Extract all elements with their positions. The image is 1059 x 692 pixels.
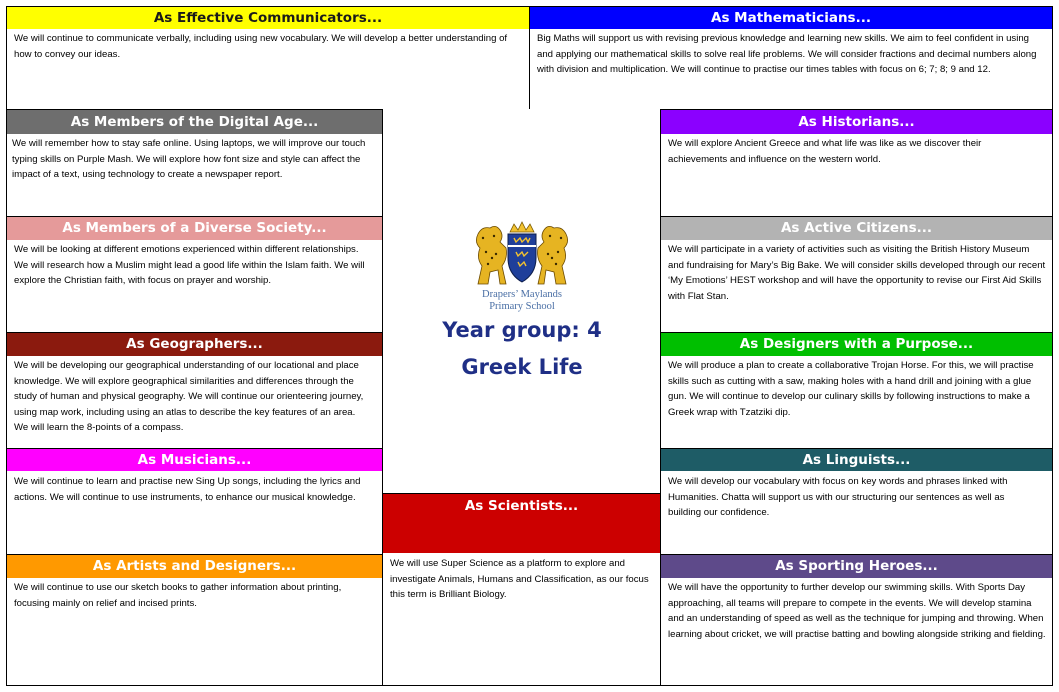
musicians-text: We will continue to learn and practise new Sing Up songs, including the lyrics and actions. We will continue to use instruments, to enhance our musical knowledge.	[14, 476, 361, 503]
sporting-text: We will have the opportunity to further develop our swimming skills. With Sports Day approaching, all teams will prepare to compete in the events. We will develop stamina and an understanding of speed as well as the technique for jumping and throwing. When learning about cricket, we will practise batting and bowling alongside striking and fielding.	[668, 582, 1046, 640]
citizens-heading: As Active Citizens...	[661, 217, 1052, 240]
designers-purpose-text: We will produce a plan to create a collaborative Trojan Horse. For this, we will practise skills such as cutting with a saw, making holes with a hand drill and joining with a glue gun. We will continue to develop our culinary skills by following instructions to make a Greek wrap with Tzatziki dip.	[668, 360, 1034, 418]
diverse-heading: As Members of a Diverse Society...	[7, 217, 382, 240]
linguists-text: We will develop our vocabulary with focus on key words and phrases linked with Humanities. Chatta will support us with our structuring our sentences as well as building our confidence.	[668, 476, 1008, 519]
school-name-line2: Primary School	[489, 301, 555, 312]
diverse-text: We will be looking at different emotions experienced within different relationships. We will research how a Muslim might lead a good life within the Islam faith. We will explore the Christian faith, with focus on prayer and worship.	[14, 244, 365, 287]
citizens-text: We will participate in a variety of activities such as visiting the British History Museum and fundraising for Mary’s Big Bake. We will consider skills developed through our recent ‘My Emotions’ HEST workshop and will have the opportunity to revise our First Aid Skills with Flat Stan.	[668, 244, 1046, 302]
communicators-heading: As Effective Communicators...	[7, 7, 529, 29]
historians-heading: As Historians...	[661, 110, 1052, 134]
year-group-title: Year group: 4	[442, 318, 602, 342]
designers-purpose-heading: As Designers with a Purpose...	[661, 333, 1052, 356]
school-name-line1: Drapers’ Maylands	[482, 289, 562, 300]
topic-title: Greek Life	[461, 355, 583, 379]
artists-heading: As Artists and Designers...	[7, 555, 382, 578]
mathematicians-text: Big Maths will support us with revising previous knowledge and learning new skills. We aim to feel confident in using and applying our mathematical skills to solve real life problems. We will consider fractions and decimal numbers along with division and multiplication. We will continue to practise our times tables with focus on 6; 7; 8; 9 and 12.	[537, 33, 1037, 76]
school-crest-icon	[468, 218, 576, 288]
artists-text: We will continue to use our sketch books to gather information about printing, focusing mainly on relief and incised prints.	[14, 582, 342, 609]
communicators-text: We will continue to communicate verbally, including using new vocabulary. We will develop a better understanding of how to convey our ideas.	[14, 33, 508, 60]
digital-text: We will remember how to stay safe online. Using laptops, we will improve our touch typing skills on Purple Mash. We will explore how font size and style can affect the impact of a text, using technology to create a newspaper report.	[12, 138, 366, 181]
geographers-heading: As Geographers...	[7, 333, 382, 356]
linguists-heading: As Linguists...	[661, 449, 1052, 471]
scientists-heading: As Scientists...	[383, 494, 660, 553]
scientists-text: We will use Super Science as a platform to explore and investigate Animals, Humans and Classification, as our focus this term is Brilliant Biology.	[390, 558, 649, 601]
geographers-text: We will be developing our geographical understanding of our locational and place knowledge. We will explore geographical similarities and differences through the study of human and physical geography. We will continue our orienteering journey, using map work, including using an atlas to describe the key features of an area. We will learn the 8-points of a compass.	[14, 360, 364, 434]
musicians-heading: As Musicians...	[7, 449, 382, 471]
school-name	[440, 289, 604, 313]
historians-text: We will explore Ancient Greece and what life was like as we discover their achievements and influence on the western world.	[668, 138, 982, 165]
sporting-heading: As Sporting Heroes...	[661, 555, 1052, 578]
digital-heading: As Members of the Digital Age...	[7, 110, 382, 134]
mathematicians-heading: As Mathematicians...	[530, 7, 1052, 29]
